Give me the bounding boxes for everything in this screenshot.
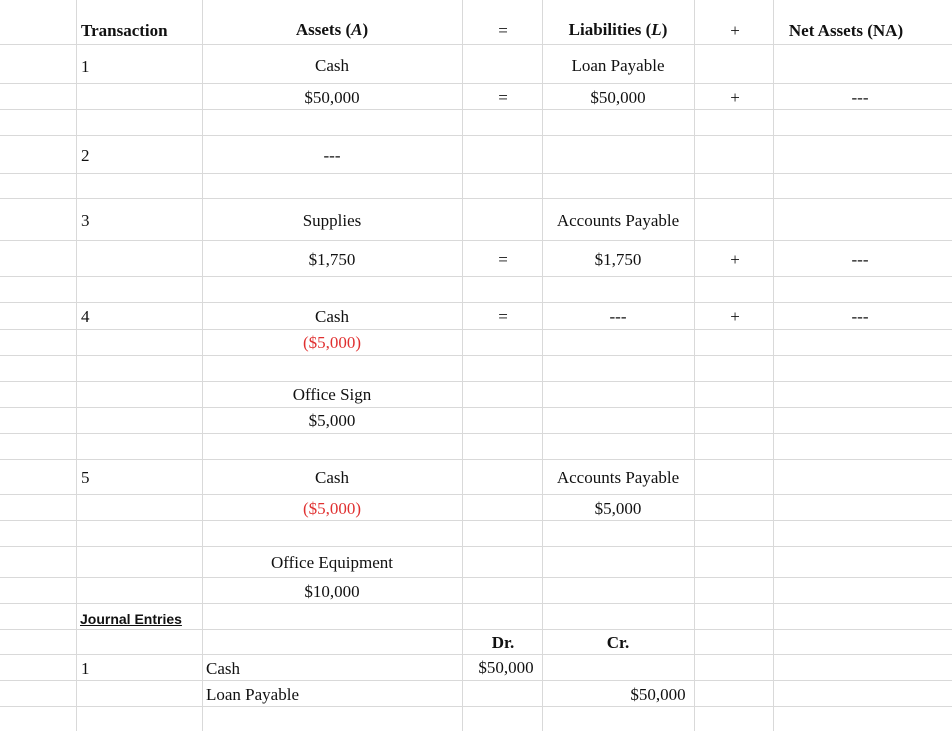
transaction-number: 2 <box>81 146 90 165</box>
gridline <box>0 494 952 495</box>
gridline <box>0 654 952 655</box>
plus-sign: + <box>730 88 740 107</box>
header-net-assets: Net Assets (NA) <box>788 21 904 40</box>
net-assets-value: --- <box>851 307 869 326</box>
journal-entries-title: Journal Entries <box>80 611 182 627</box>
net-assets-value: --- <box>851 88 869 107</box>
liability-value: $1,750 <box>594 250 642 269</box>
liability-name: Accounts Payable <box>556 211 680 230</box>
gridline <box>0 407 952 408</box>
header-plus: + <box>730 21 740 40</box>
gridline <box>0 629 952 630</box>
transaction-number: 4 <box>81 307 90 326</box>
liability-value: --- <box>609 307 627 326</box>
gridline <box>0 355 952 356</box>
asset-name: Supplies <box>302 211 362 230</box>
gridline <box>0 680 952 681</box>
liability-value: $5,000 <box>594 499 642 518</box>
net-assets-value: --- <box>851 250 869 269</box>
debit-account: Cash <box>206 659 240 678</box>
asset-name: Cash <box>315 56 349 75</box>
credit-account: Loan Payable <box>206 685 299 704</box>
header-equals: = <box>498 21 508 40</box>
asset-value-negative: ($5,000) <box>302 499 362 518</box>
header-transaction: Transaction <box>81 21 168 40</box>
asset-value: $1,750 <box>308 250 356 269</box>
gridline <box>0 706 952 707</box>
liability-name: Accounts Payable <box>556 468 680 487</box>
gridline <box>0 381 952 382</box>
gridline <box>0 302 952 303</box>
credit-amount: $50,000 <box>630 685 686 704</box>
gridline <box>0 276 952 277</box>
asset-value: $10,000 <box>304 582 360 601</box>
gridline <box>0 603 952 604</box>
plus-sign: + <box>730 250 740 269</box>
transaction-number: 5 <box>81 468 90 487</box>
transaction-number: 3 <box>81 211 90 230</box>
gridline <box>0 109 952 110</box>
asset-name: Cash <box>315 307 349 326</box>
debit-amount: $50,000 <box>478 658 534 677</box>
debit-header: Dr. <box>491 633 515 652</box>
credit-header: Cr. <box>606 633 630 652</box>
asset-value: --- <box>323 146 341 165</box>
gridline <box>0 83 952 84</box>
liability-name: Loan Payable <box>571 56 665 75</box>
liability-value: $50,000 <box>590 88 646 107</box>
gridline <box>0 520 952 521</box>
equals-sign: = <box>498 250 508 269</box>
header-assets: Assets (A) <box>295 20 369 39</box>
equals-sign: = <box>498 88 508 107</box>
asset-value: $50,000 <box>304 88 360 107</box>
asset-name: Cash <box>315 468 349 487</box>
gridline <box>0 546 952 547</box>
asset-value: $5,000 <box>308 411 356 430</box>
gridline <box>0 44 952 45</box>
asset-value-negative: ($5,000) <box>302 333 362 352</box>
gridline <box>0 240 952 241</box>
gridline <box>0 459 952 460</box>
gridline <box>0 198 952 199</box>
journal-entry-number: 1 <box>81 659 90 678</box>
asset-name: Office Sign <box>292 385 372 404</box>
equals-sign: = <box>498 307 508 326</box>
gridline <box>0 173 952 174</box>
plus-sign: + <box>730 307 740 326</box>
gridline <box>0 329 952 330</box>
header-liabilities: Liabilities (L) <box>568 20 668 39</box>
gridline <box>0 433 952 434</box>
gridline <box>0 135 952 136</box>
gridline <box>0 577 952 578</box>
transaction-number: 1 <box>81 57 90 76</box>
asset-name: Office Equipment <box>271 553 393 572</box>
